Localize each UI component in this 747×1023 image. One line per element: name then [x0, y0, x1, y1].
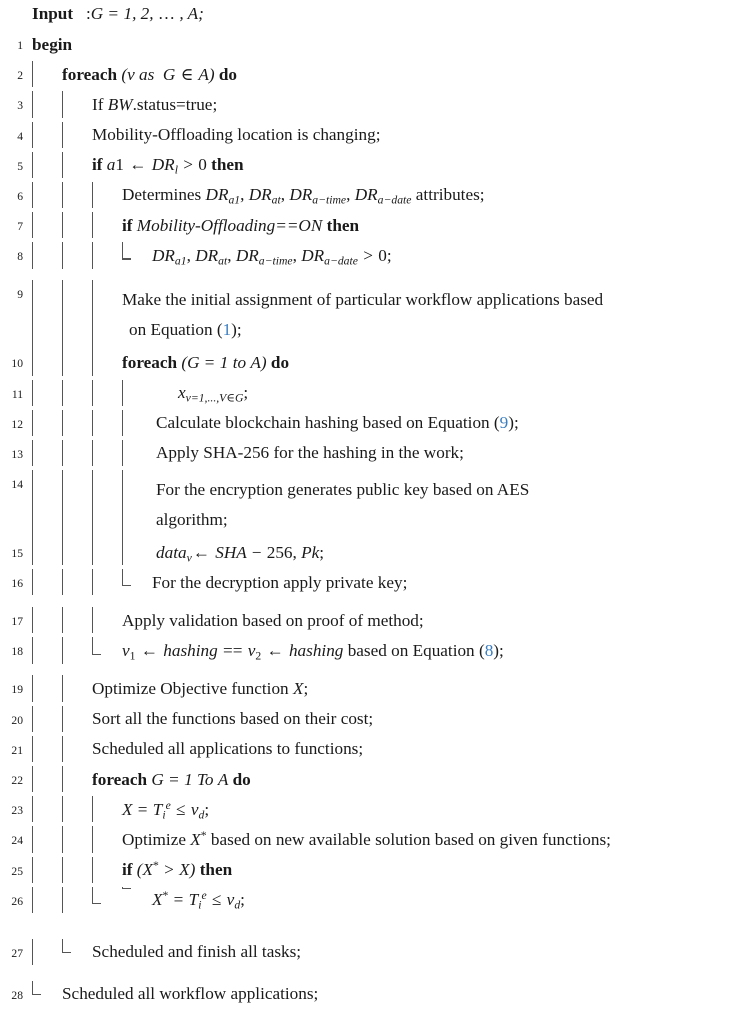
line-number-18: 18 — [11, 645, 23, 659]
algorithm-line-1 — [0, 31, 747, 61]
line-text-4: Mobility-Offloading location is changing; — [92, 125, 381, 145]
line-text-25: if (X* > X) then — [122, 858, 233, 880]
line-number-20: 20 — [11, 713, 23, 727]
algorithm-line-17 — [0, 607, 747, 637]
line-number-17: 17 — [11, 615, 23, 629]
line-text-12: Calculate blockchain hashing based on Equation (9); — [156, 413, 519, 433]
line-number-27: 27 — [11, 946, 23, 960]
line-number-19: 19 — [11, 683, 23, 697]
equation-ref-9[interactable]: 9 — [499, 413, 509, 433]
line-number — [0, 0, 26, 9]
line-text-5: if a1 ← $DR_l > 0$ then — [92, 155, 244, 177]
line-text-7: if Mobility-Offloading==ON then — [122, 215, 360, 235]
line-number-4: 4 — [17, 129, 23, 143]
algorithm-input-row — [0, 0, 747, 31]
algorithm-line-23 — [0, 796, 747, 826]
algorithm-line-22 — [0, 766, 747, 796]
line-number-6: 6 — [17, 189, 23, 203]
algorithm-line-14 — [0, 470, 747, 539]
line-text-13: Apply SHA-256 for the hashing in the work; — [156, 443, 464, 463]
line-number-25: 25 — [11, 864, 23, 878]
line-number-11: 11 — [11, 387, 23, 401]
indent-guide-level-4 — [122, 887, 123, 889]
algorithm-line-18 — [0, 637, 747, 675]
block-end-elbow-inner — [122, 888, 131, 889]
algorithm-line-6 — [0, 182, 747, 212]
line-text-24: Optimize X* based on new available solution based on given functions; — [122, 828, 611, 849]
algorithm-line-15 — [0, 539, 747, 569]
line-text-17: Apply validation based on proof of method; — [122, 610, 424, 630]
input-separator: : — [85, 3, 91, 23]
line-text-15: data$_v$← SHA − 256, Pk; — [156, 542, 325, 564]
algorithm-line-26 — [0, 887, 747, 939]
algorithm-line-27 — [0, 939, 747, 981]
algorithm-line-19 — [0, 675, 747, 705]
algorithm-line-13 — [0, 440, 747, 470]
line-text-9-continuation: on Equation (1); — [129, 319, 242, 339]
line-number-5: 5 — [17, 159, 23, 173]
line-text-3: If BW.status=true; — [92, 94, 218, 114]
line-number-10: 10 — [11, 357, 23, 371]
algorithm-line-16 — [0, 569, 747, 607]
algorithm-line-10 — [0, 349, 747, 379]
algorithm-line-11 — [0, 380, 747, 410]
input-value: G = 1, 2, … , A; — [90, 3, 204, 23]
line-number-16: 16 — [11, 577, 23, 591]
line-text-9: Make the initial assignment of particular workflow applications based — [122, 289, 604, 309]
line-number-12: 12 — [11, 417, 23, 431]
line-number-13: 13 — [11, 447, 23, 461]
line-text-20: Sort all the functions based on their cost; — [92, 709, 374, 729]
line-text-26: $X^* = T_i^e \le v_d$; — [152, 889, 245, 912]
line-text-19: Optimize Objective function X; — [92, 678, 309, 698]
line-text-11: $x_{v=1,...,V\in G}$; — [178, 383, 249, 405]
line-text-8: $DR_{a1}$, $DR_{at}$, $DR_{a-time}$, $DR_{a-date} > 0$; — [152, 245, 392, 268]
line-text-14: For the encryption generates public key based on AES — [156, 479, 530, 499]
line-text-10: foreach (G = 1 to A) do — [122, 352, 290, 372]
algorithm-line-2 — [0, 61, 747, 91]
algorithm-line-28 — [0, 981, 747, 1023]
line-text-16: For the decryption apply private key; — [152, 572, 408, 592]
line-number-2: 2 — [17, 69, 23, 83]
line-number-26: 26 — [11, 894, 23, 908]
line-number-15: 15 — [11, 547, 23, 561]
algorithm-line-3 — [0, 91, 747, 121]
algorithm-line-21 — [0, 736, 747, 766]
line-number-21: 21 — [11, 743, 23, 757]
algorithm-line-9 — [0, 280, 747, 349]
equation-ref-1[interactable]: 1 — [222, 319, 232, 339]
algorithm-line-8 — [0, 242, 747, 280]
line-number-23: 23 — [11, 804, 23, 818]
line-text-22: foreach G = 1 To A do — [92, 769, 251, 789]
line-text-18: $v_1$ ← hashing == $v_2$ ← hashing based on Equation (8); — [122, 640, 504, 663]
line-text-6: Determines $DR_{a1}$, $DR_{at}$, $DR_{a-time}$, $DR_{a-date}$ attributes; — [122, 185, 485, 207]
line-number-28: 28 — [11, 988, 23, 1002]
line-text-14-continuation: algorithm; — [156, 509, 228, 529]
line-number-24: 24 — [11, 834, 23, 848]
algorithm-line-5 — [0, 152, 747, 182]
input-header — [26, 5, 747, 22]
line-number-14: 14 — [11, 478, 23, 492]
line-text-2: foreach (v as G ∈ A) do — [62, 64, 238, 84]
input-keyword: Input — [32, 3, 74, 23]
line-text-1: begin — [32, 34, 73, 54]
algorithm-line-12 — [0, 410, 747, 440]
line-number-7: 7 — [17, 220, 23, 234]
line-text-28: Scheduled all workflow applications; — [62, 984, 319, 1004]
line-number-22: 22 — [11, 774, 23, 787]
line-text-27: Scheduled and finish all tasks; — [92, 942, 302, 962]
algorithm-line-7 — [0, 212, 747, 242]
line-number-1: 1 — [17, 39, 23, 52]
algorithm-line-20 — [0, 706, 747, 736]
algorithm-line-4 — [0, 122, 747, 152]
line-text-23: $X = T_i^e \le v_d$; — [122, 798, 210, 821]
algorithm-line-24 — [0, 826, 747, 856]
algorithm-line-25 — [0, 857, 747, 887]
line-text-21: Scheduled all applications to functions; — [92, 739, 364, 759]
equation-ref-8[interactable]: 8 — [484, 640, 494, 660]
line-number-8: 8 — [17, 250, 23, 264]
line-number-3: 3 — [17, 99, 23, 113]
line-number-9: 9 — [17, 288, 23, 302]
